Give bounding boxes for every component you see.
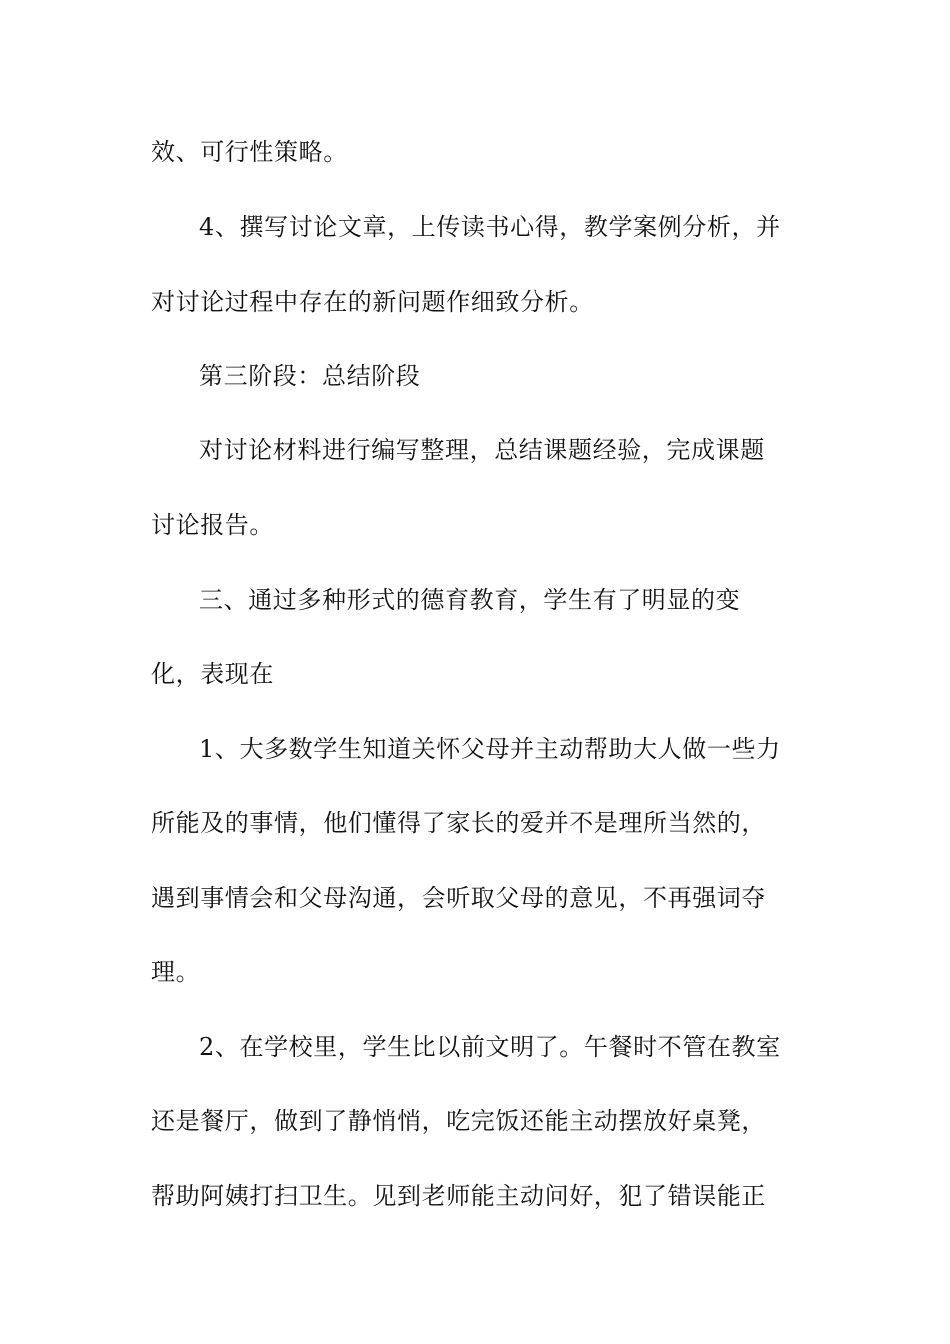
section-heading: 三、通过多种形式的德育教育，学生有了明显的变 — [199, 586, 741, 614]
paragraph-line: 讨论报告。 — [151, 511, 274, 539]
paragraph-line: 帮助阿姨打扫卫生。见到老师能主动问好，犯了错误能正 — [151, 1182, 766, 1210]
paragraph-line: 2、在学校里，学生比以前文明了。午餐时不管在教室 — [199, 1033, 781, 1061]
paragraph-line: 还是餐厅，做到了静悄悄，吃完饭还能主动摆放好桌凳， — [151, 1107, 766, 1135]
section-heading: 第三阶段：总结阶段 — [199, 362, 421, 390]
paragraph-line: 化，表现在 — [151, 660, 274, 688]
paragraph-line: 1、大多数学生知道关怀父母并主动帮助大人做一些力 — [199, 735, 781, 763]
paragraph-line: 对讨论材料进行编写整理，总结课题经验，完成课题 — [199, 436, 765, 464]
paragraph-line: 对讨论过程中存在的新问题作细致分析。 — [151, 288, 594, 316]
paragraph-line: 4、撰写讨论文章，上传读书心得，教学案例分析，并 — [199, 213, 781, 241]
paragraph-line: 效、可行性策略。 — [151, 138, 348, 166]
paragraph-line: 理。 — [151, 958, 201, 986]
paragraph-line: 遇到事情会和父母沟通，会听取父母的意见，不再强词夺 — [151, 884, 766, 912]
paragraph-line: 所能及的事情，他们懂得了家长的爱并不是理所当然的， — [151, 809, 766, 837]
